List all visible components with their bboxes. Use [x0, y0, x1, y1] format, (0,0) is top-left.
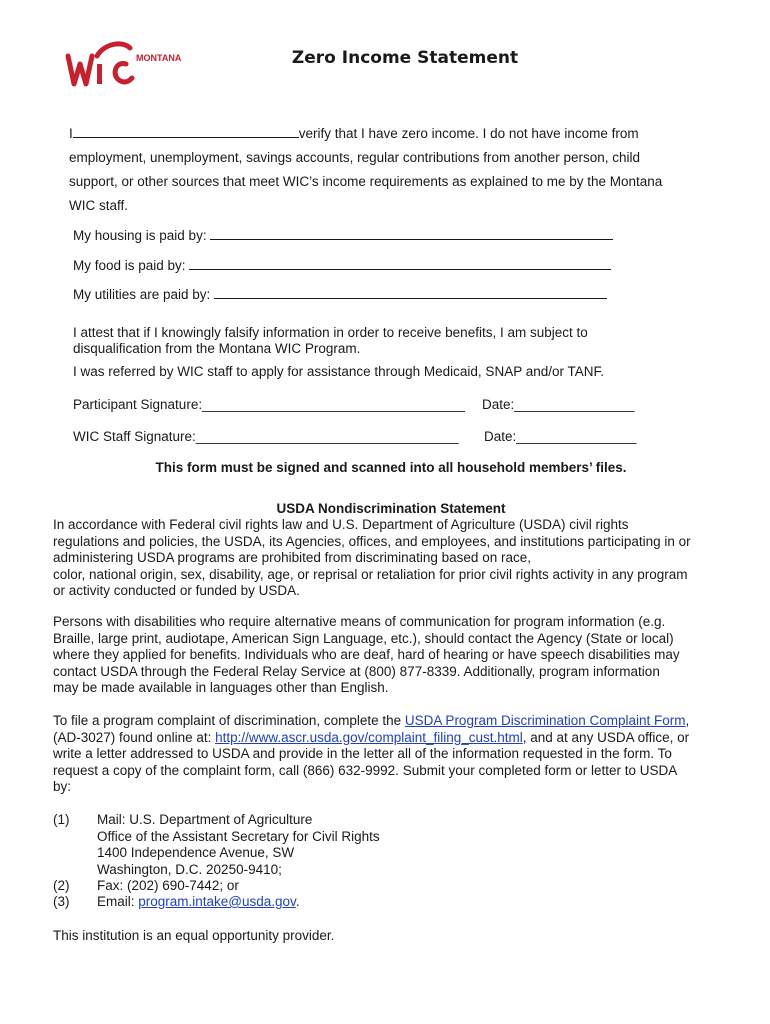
list-number-1: (1) [53, 812, 70, 827]
utilities-blank[interactable] [214, 285, 607, 299]
complaint-url-link[interactable]: http://www.ascr.usda.gov/complaint_filing_cust.html [215, 729, 523, 745]
page-title: Zero Income Statement [291, 48, 519, 68]
intro-line-3: support, or other sources that meet WIC’s income requirements as explained to me by the Montana [69, 174, 663, 189]
usda-paragraph-3: To file a program complaint of discrimination, complete the USDA Program Discrimination Complaint Form, (AD-3027) found online at: http://www.ascr.usda.gov/complaint_filing_cust.html, and at any USDA office, or write a letter addressed to USDA and provide in the letter all of the information requested in the form. To request a copy of the complaint form, call (866) 632-9992. Submit your completed form or letter to USDA by: [53, 713, 690, 794]
usda-paragraph-2: Persons with disabilities who require alternative means of communication for program information (e.g. Braille, large print, audiotape, American Sign Language, etc.), should contact the Agency (State or local) where they applied for benefits. Individuals who are deaf, hard of hearing or have speech disabilities may contact USDA through the Federal Relay Service at (800) 877-8339. Additionally, program information may be made available in languages other than English. [53, 614, 680, 695]
usda-heading: USDA Nondiscrimination Statement [276, 501, 506, 516]
complaint-form-link[interactable]: USDA Program Discrimination Complaint Form [404, 713, 686, 728]
food-field: My food is paid by: [73, 256, 611, 273]
participant-date[interactable]: Date:________________ [482, 397, 635, 412]
equal-opportunity-statement: This institution is an equal opportunity provider. [53, 928, 335, 943]
mail-address: Mail: U.S. Department of Agriculture Office of the Assistant Secretary for Civil Rights 1400 Independence Avenue, SW Washington, D.C. 20250-9410; [97, 812, 380, 877]
fax-line: Fax: (202) 690-7442; or [97, 878, 239, 893]
list-number-2: (2) [53, 878, 70, 893]
list-number-3: (3) [53, 894, 70, 909]
intro-line-1: I verify that I have zero income. I do not have income from [69, 126, 639, 141]
email-line: Email: program.intake@usda.gov. [97, 894, 300, 909]
intro-line-2: employment, unemployment, savings accounts, regular contributions from another person, child [69, 150, 641, 165]
svg-text:MONTANA: MONTANA [136, 53, 182, 63]
staff-signature[interactable]: WIC Staff Signature:___________________________________ [73, 429, 459, 444]
housing-field: My housing is paid by: [73, 226, 613, 243]
staff-date[interactable]: Date:________________ [484, 429, 637, 444]
referred-statement: I was referred by WIC staff to apply for assistance through Medicaid, SNAP and/or TANF. [73, 364, 604, 379]
intro-line-4: WIC staff. [69, 198, 129, 213]
attest-line-1: I attest that if I knowingly falsify information in order to receive benefits, I am subject to [73, 325, 588, 340]
email-link[interactable]: program.intake@usda.gov [138, 894, 296, 909]
housing-blank[interactable] [210, 226, 613, 240]
utilities-field: My utilities are paid by: [73, 285, 607, 302]
food-blank[interactable] [189, 256, 611, 270]
name-blank[interactable] [73, 124, 299, 138]
participant-signature[interactable]: Participant Signature:___________________________________ [73, 397, 465, 412]
attest-line-2: disqualification from the Montana WIC Program. [73, 341, 361, 356]
usda-paragraph-1: In accordance with Federal civil rights law and U.S. Department of Agriculture (USDA) civil rights regulations and policies, the USDA, its Agencies, offices, and employees, and institutions participating in or administering USDA programs are prohibited from discriminating based on race, color, national origin, sex, disability, age, or reprisal or retaliation for prior civil rights activity in any program or activity conducted or funded by USDA. [53, 517, 691, 598]
signing-notice: This form must be signed and scanned into all household members’ files. [155, 460, 627, 475]
